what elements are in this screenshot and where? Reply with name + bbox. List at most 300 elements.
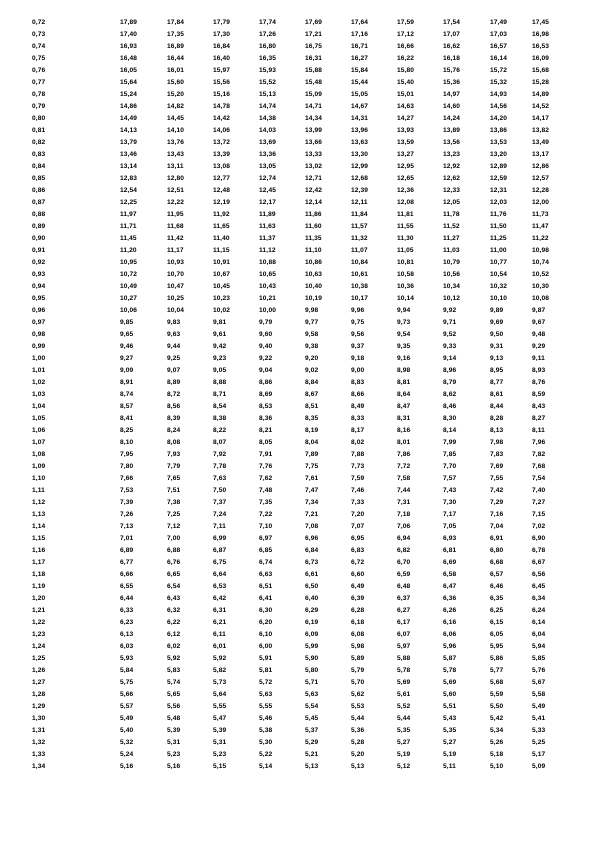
table-cell: 15,68 <box>532 67 550 74</box>
table-row <box>0 545 595 557</box>
table-cell: 11,10 <box>305 247 322 254</box>
table-cell: 7,46 <box>351 487 365 494</box>
table-cell: 7,68 <box>532 463 546 470</box>
table-cell: 12,99 <box>351 163 369 170</box>
table-cell: 5,18 <box>490 751 504 758</box>
table-cell: 8,93 <box>532 367 546 374</box>
table-cell: 6,65 <box>167 571 181 578</box>
table-cell: 5,59 <box>490 691 504 698</box>
table-cell: 10,38 <box>351 283 369 290</box>
table-cell: 6,96 <box>305 535 319 542</box>
table-cell: 17,21 <box>305 31 323 38</box>
table-cell: 5,39 <box>167 727 181 734</box>
table-cell: 7,80 <box>120 463 134 470</box>
table-cell: 9,16 <box>397 355 411 362</box>
table-cell: 6,72 <box>351 559 365 566</box>
table-cell: 10,32 <box>490 283 508 290</box>
table-row <box>0 437 595 449</box>
table-cell: 5,49 <box>532 703 546 710</box>
table-cell: 6,18 <box>351 619 365 626</box>
table-cell: 10,06 <box>120 307 138 314</box>
table-row <box>0 89 595 101</box>
table-row <box>0 617 595 629</box>
table-cell: 5,94 <box>532 643 546 650</box>
table-cell: 6,17 <box>397 619 411 626</box>
table-cell: 9,50 <box>490 331 504 338</box>
table-cell: 6,35 <box>490 595 504 602</box>
table-row <box>0 377 595 389</box>
table-cell: 10,56 <box>443 271 461 278</box>
table-cell: 15,36 <box>443 79 461 86</box>
table-cell: 9,52 <box>443 331 457 338</box>
table-cell: 12,68 <box>351 175 369 182</box>
row-key-cell: 0,77 <box>32 79 46 86</box>
table-cell: 6,20 <box>259 619 273 626</box>
row-key-cell: 1,21 <box>32 607 46 614</box>
table-cell: 13,93 <box>397 127 415 134</box>
table-cell: 7,18 <box>397 511 411 518</box>
table-cell: 12,39 <box>351 187 369 194</box>
table-cell: 8,27 <box>532 415 546 422</box>
table-row <box>0 737 595 749</box>
table-cell: 13,53 <box>490 139 508 146</box>
table-cell: 5,87 <box>443 655 457 662</box>
table-cell: 8,72 <box>167 391 181 398</box>
table-row <box>0 353 595 365</box>
table-row <box>0 425 595 437</box>
table-cell: 10,08 <box>532 295 550 302</box>
table-cell: 6,36 <box>443 595 457 602</box>
table-cell: 7,26 <box>120 511 134 518</box>
table-cell: 7,78 <box>213 463 227 470</box>
table-cell: 10,63 <box>305 271 323 278</box>
table-cell: 11,55 <box>397 223 414 230</box>
table-cell: 8,83 <box>351 379 365 386</box>
table-cell: 11,97 <box>120 211 137 218</box>
table-cell: 8,24 <box>167 427 181 434</box>
table-cell: 16,22 <box>397 55 415 62</box>
table-cell: 13,02 <box>305 163 323 170</box>
table-cell: 5,43 <box>443 715 457 722</box>
table-cell: 12,22 <box>167 199 185 206</box>
table-cell: 7,27 <box>532 499 546 506</box>
table-cell: 16,57 <box>490 43 508 50</box>
table-cell: 16,75 <box>305 43 323 50</box>
table-cell: 9,98 <box>305 307 319 314</box>
table-cell: 8,41 <box>120 415 134 422</box>
table-cell: 7,62 <box>259 475 273 482</box>
row-key-cell: 1,30 <box>32 715 46 722</box>
table-cell: 5,36 <box>351 727 365 734</box>
table-cell: 17,59 <box>397 19 415 26</box>
table-cell: 10,70 <box>167 271 185 278</box>
table-cell: 7,29 <box>490 499 504 506</box>
table-cell: 6,64 <box>213 571 227 578</box>
table-cell: 15,64 <box>120 79 138 86</box>
table-cell: 8,49 <box>351 403 365 410</box>
table-cell: 5,71 <box>305 679 319 686</box>
table-cell: 9,31 <box>490 343 504 350</box>
table-cell: 9,23 <box>213 355 227 362</box>
table-cell: 7,17 <box>443 511 457 518</box>
table-cell: 8,96 <box>443 367 457 374</box>
table-cell: 5,40 <box>120 727 134 734</box>
table-cell: 5,23 <box>167 751 181 758</box>
table-cell: 10,65 <box>259 271 277 278</box>
table-cell: 13,33 <box>305 151 323 158</box>
table-cell: 9,69 <box>490 319 504 326</box>
table-cell: 15,97 <box>213 67 231 74</box>
table-cell: 6,11 <box>213 631 226 638</box>
row-key-cell: 1,09 <box>32 463 46 470</box>
table-cell: 15,28 <box>532 79 550 86</box>
table-cell: 10,00 <box>259 307 277 314</box>
table-cell: 10,54 <box>490 271 508 278</box>
table-cell: 5,14 <box>259 763 273 770</box>
table-cell: 6,80 <box>490 547 504 554</box>
table-cell: 13,66 <box>305 139 323 146</box>
table-cell: 13,69 <box>259 139 277 146</box>
table-cell: 9,71 <box>443 319 457 326</box>
row-key-cell: 0,72 <box>32 19 46 26</box>
table-cell: 9,87 <box>532 307 546 314</box>
table-cell: 17,84 <box>167 19 185 26</box>
table-cell: 17,69 <box>305 19 323 26</box>
row-key-cell: 1,34 <box>32 763 46 770</box>
table-cell: 5,45 <box>305 715 319 722</box>
row-key-cell: 0,86 <box>32 187 46 194</box>
table-cell: 9,67 <box>532 319 546 326</box>
table-cell: 6,42 <box>213 595 227 602</box>
table-cell: 6,39 <box>351 595 365 602</box>
row-key-cell: 0,88 <box>32 211 46 218</box>
table-cell: 8,19 <box>305 427 319 434</box>
table-cell: 13,39 <box>213 151 231 158</box>
table-cell: 7,70 <box>443 463 457 470</box>
table-cell: 5,62 <box>351 691 365 698</box>
table-cell: 14,38 <box>259 115 277 122</box>
table-cell: 5,30 <box>259 739 273 746</box>
table-cell: 11,27 <box>443 235 460 242</box>
table-cell: 14,17 <box>532 115 550 122</box>
table-cell: 13,99 <box>305 127 323 134</box>
table-cell: 9,27 <box>120 355 134 362</box>
row-key-cell: 1,20 <box>32 595 46 602</box>
table-cell: 13,17 <box>532 151 550 158</box>
table-cell: 17,07 <box>443 31 461 38</box>
table-cell: 5,20 <box>351 751 365 758</box>
table-cell: 9,81 <box>213 319 227 326</box>
row-key-cell: 1,22 <box>32 619 46 626</box>
table-row <box>0 749 595 761</box>
table-cell: 5,86 <box>490 655 504 662</box>
table-row <box>0 281 595 293</box>
table-cell: 6,23 <box>120 619 134 626</box>
table-cell: 5,39 <box>213 727 227 734</box>
table-cell: 17,74 <box>259 19 277 26</box>
table-cell: 5,80 <box>305 667 319 674</box>
table-cell: 11,17 <box>167 247 184 254</box>
table-cell: 7,34 <box>305 499 319 506</box>
table-cell: 5,68 <box>490 679 504 686</box>
row-key-cell: 0,90 <box>32 235 46 242</box>
table-cell: 5,60 <box>443 691 457 698</box>
table-cell: 11,92 <box>213 211 230 218</box>
table-cell: 12,62 <box>443 175 461 182</box>
table-cell: 9,14 <box>443 355 457 362</box>
table-cell: 5,55 <box>213 703 227 710</box>
table-cell: 14,74 <box>259 103 277 110</box>
table-cell: 5,48 <box>167 715 181 722</box>
table-cell: 7,30 <box>443 499 457 506</box>
table-row <box>0 365 595 377</box>
table-cell: 8,84 <box>305 379 319 386</box>
table-cell: 9,60 <box>259 331 273 338</box>
table-cell: 12,31 <box>490 187 508 194</box>
table-cell: 6,56 <box>532 571 546 578</box>
table-cell: 15,84 <box>351 67 369 74</box>
table-cell: 8,31 <box>397 415 411 422</box>
table-cell: 10,04 <box>167 307 185 314</box>
table-cell: 12,25 <box>120 199 138 206</box>
table-row <box>0 521 595 533</box>
table-cell: 5,79 <box>351 667 365 674</box>
table-cell: 5,16 <box>167 763 181 770</box>
table-cell: 10,88 <box>259 259 277 266</box>
table-cell: 7,88 <box>351 451 365 458</box>
table-cell: 7,35 <box>259 499 273 506</box>
table-cell: 10,10 <box>490 295 508 302</box>
table-cell: 11,50 <box>490 223 507 230</box>
table-cell: 6,24 <box>532 607 546 614</box>
table-cell: 17,79 <box>213 19 231 26</box>
table-cell: 12,28 <box>532 187 550 194</box>
row-key-cell: 1,26 <box>32 667 46 674</box>
table-cell: 6,43 <box>167 595 181 602</box>
table-cell: 8,08 <box>167 439 181 446</box>
table-cell: 7,01 <box>120 535 134 542</box>
row-key-cell: 0,82 <box>32 139 46 146</box>
table-cell: 13,27 <box>397 151 415 158</box>
row-key-cell: 1,05 <box>32 415 46 422</box>
table-row <box>0 449 595 461</box>
table-cell: 10,95 <box>120 259 138 266</box>
table-cell: 6,03 <box>120 643 134 650</box>
table-cell: 7,33 <box>351 499 365 506</box>
table-cell: 10,72 <box>120 271 138 278</box>
table-cell: 6,22 <box>167 619 181 626</box>
table-cell: 6,31 <box>213 607 227 614</box>
table-cell: 6,30 <box>259 607 273 614</box>
table-cell: 5,82 <box>213 667 227 674</box>
table-cell: 5,12 <box>397 763 411 770</box>
table-cell: 6,54 <box>167 583 181 590</box>
table-row <box>0 557 595 569</box>
table-cell: 6,68 <box>490 559 504 566</box>
table-cell: 5,13 <box>305 763 319 770</box>
table-cell: 12,48 <box>213 187 231 194</box>
table-cell: 5,19 <box>443 751 457 758</box>
table-cell: 8,86 <box>259 379 273 386</box>
table-cell: 12,19 <box>213 199 231 206</box>
table-cell: 10,25 <box>167 295 185 302</box>
table-cell: 13,20 <box>490 151 508 158</box>
table-cell: 13,76 <box>167 139 185 146</box>
table-cell: 10,47 <box>167 283 185 290</box>
table-cell: 8,95 <box>490 367 504 374</box>
table-row <box>0 233 595 245</box>
row-key-cell: 0,92 <box>32 259 46 266</box>
table-cell: 11,81 <box>397 211 414 218</box>
row-key-cell: 1,24 <box>32 643 46 650</box>
row-key-cell: 1,04 <box>32 403 46 410</box>
row-key-cell: 0,79 <box>32 103 46 110</box>
table-cell: 5,99 <box>305 643 319 650</box>
table-cell: 16,89 <box>167 43 185 50</box>
table-cell: 7,96 <box>532 439 546 446</box>
table-cell: 10,86 <box>305 259 323 266</box>
table-cell: 16,40 <box>213 55 231 62</box>
table-cell: 12,11 <box>351 199 368 206</box>
table-cell: 8,71 <box>213 391 227 398</box>
table-row <box>0 245 595 257</box>
table-cell: 14,42 <box>213 115 231 122</box>
table-cell: 16,44 <box>167 55 185 62</box>
table-cell: 16,31 <box>305 55 323 62</box>
table-cell: 10,98 <box>532 247 550 254</box>
table-cell: 5,77 <box>490 667 504 674</box>
table-cell: 15,88 <box>305 67 323 74</box>
table-cell: 7,00 <box>167 535 181 542</box>
table-cell: 10,74 <box>532 259 550 266</box>
table-cell: 6,47 <box>443 583 457 590</box>
table-row <box>0 461 595 473</box>
table-cell: 13,23 <box>443 151 461 158</box>
table-cell: 8,05 <box>259 439 273 446</box>
table-row <box>0 569 595 581</box>
table-cell: 9,05 <box>213 367 227 374</box>
table-cell: 13,14 <box>120 163 138 170</box>
table-cell: 5,66 <box>120 691 134 698</box>
row-key-cell: 0,76 <box>32 67 46 74</box>
table-cell: 11,20 <box>120 247 137 254</box>
table-cell: 6,88 <box>167 547 181 554</box>
table-cell: 12,17 <box>259 199 277 206</box>
table-cell: 11,84 <box>351 211 368 218</box>
table-cell: 8,54 <box>213 403 227 410</box>
table-cell: 14,82 <box>167 103 185 110</box>
table-cell: 6,74 <box>259 559 273 566</box>
table-cell: 15,20 <box>167 91 185 98</box>
row-key-cell: 1,27 <box>32 679 46 686</box>
table-cell: 6,95 <box>351 535 365 542</box>
table-cell: 6,08 <box>351 631 365 638</box>
table-cell: 7,98 <box>490 439 504 446</box>
row-key-cell: 0,89 <box>32 223 46 230</box>
table-cell: 11,71 <box>120 223 137 230</box>
table-cell: 13,72 <box>213 139 231 146</box>
table-cell: 14,31 <box>351 115 369 122</box>
table-cell: 12,14 <box>305 199 323 206</box>
row-key-cell: 1,16 <box>32 547 46 554</box>
table-cell: 6,76 <box>167 559 181 566</box>
table-cell: 7,42 <box>490 487 504 494</box>
row-key-cell: 1,31 <box>32 727 46 734</box>
table-cell: 15,40 <box>397 79 415 86</box>
table-cell: 9,73 <box>397 319 411 326</box>
table-cell: 16,98 <box>532 31 550 38</box>
table-cell: 6,89 <box>120 547 134 554</box>
table-cell: 14,93 <box>490 91 508 98</box>
table-cell: 11,65 <box>213 223 230 230</box>
table-cell: 6,02 <box>167 643 181 650</box>
table-cell: 11,76 <box>490 211 507 218</box>
table-cell: 8,53 <box>259 403 273 410</box>
table-row <box>0 185 595 197</box>
table-cell: 7,55 <box>490 475 504 482</box>
table-cell: 8,59 <box>532 391 546 398</box>
table-cell: 14,63 <box>397 103 415 110</box>
table-row <box>0 53 595 65</box>
table-cell: 13,59 <box>397 139 415 146</box>
table-cell: 5,96 <box>443 643 457 650</box>
table-cell: 7,69 <box>490 463 504 470</box>
table-cell: 9,29 <box>532 343 546 350</box>
table-cell: 5,51 <box>443 703 457 710</box>
table-cell: 5,91 <box>259 655 273 662</box>
table-cell: 12,95 <box>397 163 415 170</box>
table-cell: 17,64 <box>351 19 369 26</box>
table-cell: 14,27 <box>397 115 415 122</box>
table-cell: 10,77 <box>490 259 508 266</box>
table-cell: 7,57 <box>443 475 457 482</box>
table-cell: 7,82 <box>532 451 546 458</box>
table-cell: 6,28 <box>351 607 365 614</box>
table-cell: 9,04 <box>259 367 273 374</box>
table-cell: 14,10 <box>167 127 185 134</box>
table-cell: 8,36 <box>259 415 273 422</box>
table-cell: 5,97 <box>397 643 411 650</box>
table-cell: 6,84 <box>305 547 319 554</box>
table-cell: 6,49 <box>351 583 365 590</box>
table-cell: 7,54 <box>532 475 546 482</box>
table-cell: 8,01 <box>397 439 411 446</box>
table-cell: 11,22 <box>532 235 549 242</box>
table-cell: 12,92 <box>443 163 461 170</box>
table-cell: 6,41 <box>259 595 273 602</box>
table-cell: 8,64 <box>397 391 411 398</box>
table-cell: 5,17 <box>532 751 546 758</box>
table-cell: 9,75 <box>351 319 365 326</box>
table-cell: 9,83 <box>167 319 181 326</box>
table-cell: 7,58 <box>397 475 411 482</box>
table-cell: 5,58 <box>532 691 546 698</box>
row-key-cell: 0,75 <box>32 55 46 62</box>
table-cell: 10,19 <box>305 295 323 302</box>
table-cell: 8,47 <box>397 403 411 410</box>
table-cell: 6,94 <box>397 535 411 542</box>
table-cell: 17,16 <box>351 31 369 38</box>
table-cell: 5,09 <box>532 763 546 770</box>
table-cell: 12,03 <box>490 199 508 206</box>
row-key-cell: 0,81 <box>32 127 46 134</box>
table-cell: 12,71 <box>305 175 323 182</box>
table-cell: 11,05 <box>397 247 414 254</box>
table-row <box>0 293 595 305</box>
table-cell: 7,08 <box>305 523 319 530</box>
table-cell: 15,56 <box>213 79 231 86</box>
table-row <box>0 761 595 773</box>
